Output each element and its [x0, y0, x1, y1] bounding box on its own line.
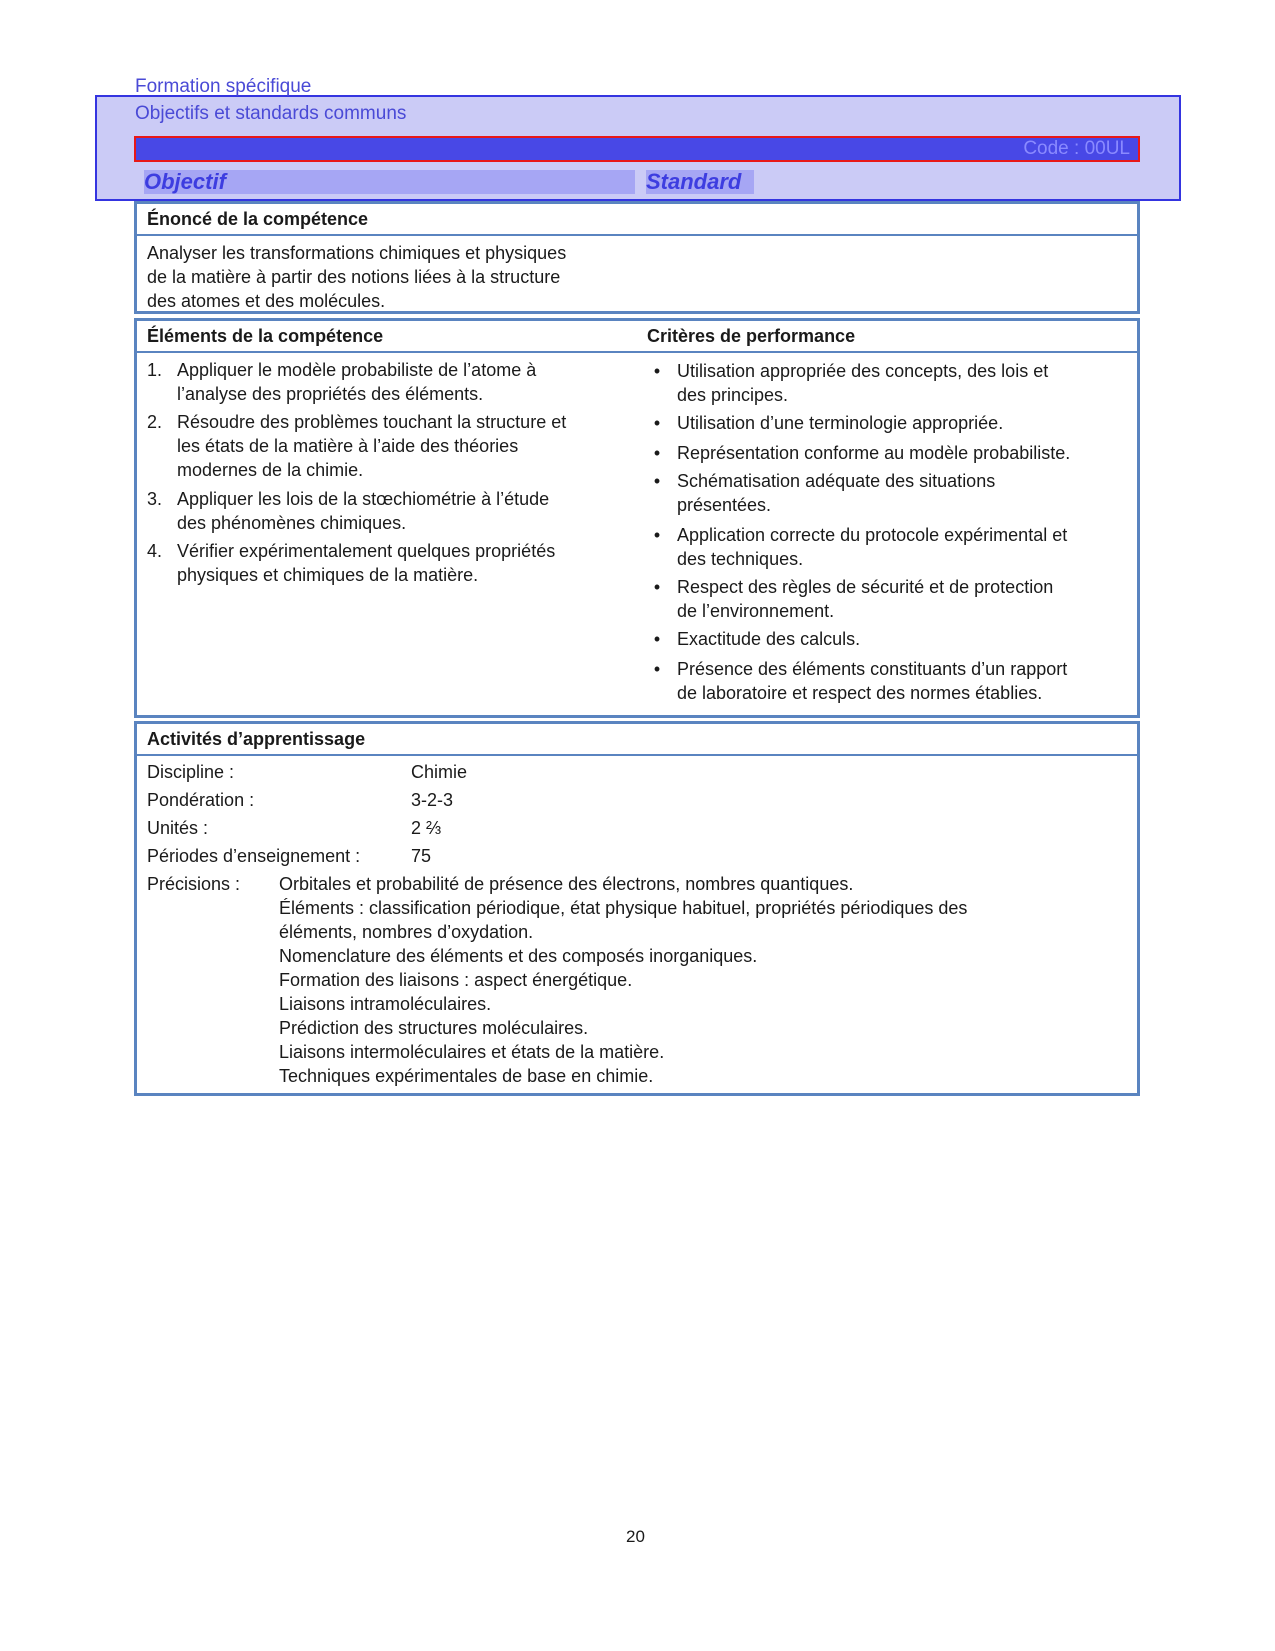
unites-value: 2 ⅔ [411, 818, 442, 838]
column-standard: Standard [646, 170, 754, 194]
header-title: Objectifs et standards communs [135, 103, 407, 124]
header-kicker: Formation spécifique [135, 76, 312, 97]
activites-box [134, 721, 1140, 1096]
criterion-item: • Exactitude des calculs. [653, 629, 861, 649]
criterion-item: • Respect des règles de sécurité et de protection de l’environnement. [653, 577, 1054, 621]
criterion-item: • Utilisation appropriée des concepts, des lois et des principes. [653, 361, 1049, 405]
ponderation-label: Pondération : [147, 790, 255, 810]
criterion-item: • Utilisation d’une terminologie appropriée. [653, 413, 1004, 433]
precisions-list: Orbitales et probabilité de présence des électrons, nombres quantiques. Éléments : classification périodique, état physique habituel, propriétés périodiques des éléments, nombres d’oxydation. Nomenclature des éléments et des composés inorganiques. Formation des liaisons : aspect énergétique. Liaisons intramoléculaires. Prédiction des structures moléculaires. Liaisons intermoléculaires et états de la matière. Techniques expérimentales de base en chimie. [279, 874, 968, 1086]
element-item: 3. Appliquer les lois de la stœchiométrie à l’étude des phénomènes chimiques. [147, 489, 550, 533]
element-item: 2. Résoudre des problèmes touchant la structure et les états de la matière à l’aide des théories modernes de la chimie. [147, 412, 567, 480]
periodes-label: Périodes d’enseignement : [147, 846, 361, 866]
enonce-text: Analyser les transformations chimiques et physiques de la matière à partir des notions liées à la structure des atomes et des molécules. [147, 243, 567, 311]
criteria-heading: Critères de performance [647, 326, 856, 346]
code-bar [134, 136, 1140, 162]
unites-label: Unités : [147, 818, 209, 838]
criterion-item: • Présence des éléments constituants d’un rapport de laboratoire et respect des normes établies. [653, 659, 1068, 703]
elements-heading-row [137, 321, 1137, 353]
column-objectif: Objectif [144, 170, 635, 194]
activites-heading: Activités d’apprentissage [137, 724, 1137, 756]
criterion-item: • Représentation conforme au modèle probabiliste. [653, 443, 1071, 463]
elements-heading: Éléments de la compétence [147, 326, 384, 346]
elements-box [134, 318, 1140, 718]
periodes-value: 75 [411, 846, 432, 866]
element-item: 1. Appliquer le modèle probabiliste de l’atome à l’analyse des propriétés des éléments. [147, 360, 537, 404]
ponderation-value: 3-2-3 [411, 790, 454, 810]
discipline-value: Chimie [411, 762, 468, 782]
criterion-item: • Application correcte du protocole expérimental et des techniques. [653, 525, 1068, 569]
precisions-label: Précisions : [147, 874, 241, 894]
criterion-item: • Schématisation adéquate des situations présentées. [653, 471, 996, 515]
page-number: 20 [626, 1527, 645, 1546]
enonce-box [134, 201, 1140, 314]
element-item: 4. Vérifier expérimentalement quelques propriétés physiques et chimiques de la matière. [147, 541, 556, 585]
discipline-label: Discipline : [147, 762, 235, 782]
course-code: Code : 00UL [1023, 138, 1130, 159]
enonce-heading: Énoncé de la compétence [137, 204, 1137, 236]
